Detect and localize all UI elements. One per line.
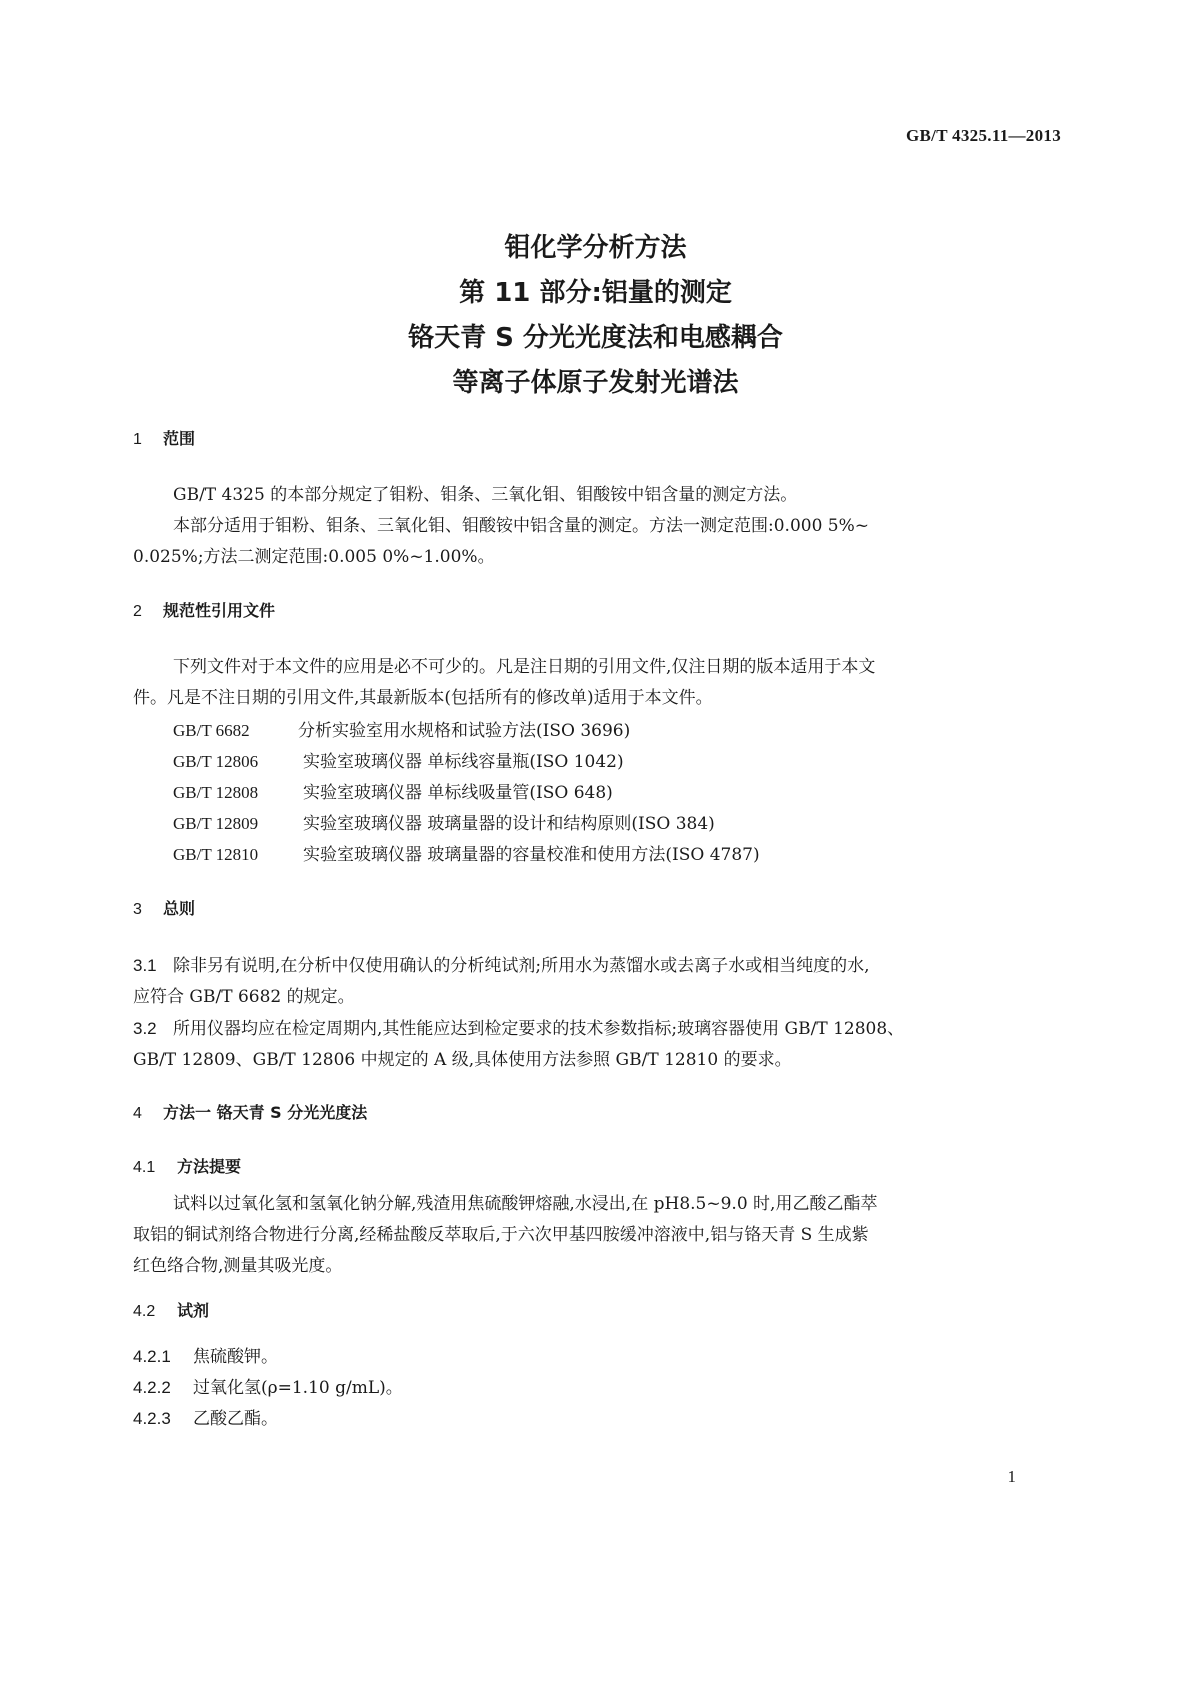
reagent-item [133,1404,278,1429]
title-line-2: 第 11 部分:铝量的测定 [459,278,732,308]
section-number: 3 [133,901,142,918]
reagent-number: 4.2.2 [133,1378,171,1397]
clause-number: 3.1 [133,956,157,975]
subsection-4-2-heading [133,1298,209,1321]
section-1-body [133,480,1058,573]
clause-3-2 [133,1013,1058,1076]
subsection-title: 试剂 [177,1301,210,1320]
section-title: 总则 [163,899,196,918]
clause-3-1 [133,950,1058,1013]
subsection-number: 4.2 [133,1303,156,1320]
title-line-1: 钼化学分析方法 [504,233,687,263]
paragraph: 本部分适用于钼粉、钼条、三氧化钼、钼酸铵中铝含量的测定。方法一测定范围:0.000 5%~ [173,516,870,536]
paragraph-continuation: 件。凡是不注日期的引用文件,其最新版本(包括所有的修改单)适用于本文件。 [133,688,713,708]
reference-code: GB/T 12810 [173,845,259,864]
title-line-3: 铬天青 S 分光光度法和电感耦合 [408,323,783,353]
section-1-heading [133,426,195,449]
section-3-heading [133,896,195,919]
reference-title: 实验室玻璃仪器 单标线吸量管(ISO 648) [303,783,613,803]
paragraph: GB/T 4325 的本部分规定了钼粉、钼条、三氧化钼、钼酸铵中铝含量的测定方法。 [173,485,798,505]
reference-title: 实验室玻璃仪器 单标线容量瓶(ISO 1042) [303,752,624,772]
normative-reference [173,778,613,803]
normative-reference [173,747,624,772]
section-2-body [133,652,1058,714]
clause-number: 3.2 [133,1019,157,1038]
clause-continuation: 应符合 GB/T 6682 的规定。 [133,987,355,1007]
section-number: 4 [133,1105,142,1122]
reagent-text: 过氧化氢(ρ=1.10 g/mL)。 [193,1378,403,1398]
section-title: 规范性引用文件 [163,601,276,620]
reference-title: 实验室玻璃仪器 玻璃量器的设计和结构原则(ISO 384) [303,814,715,834]
paragraph-continuation: 取铝的铜试剂络合物进行分离,经稀盐酸反萃取后,于六次甲基四胺缓冲溶液中,铝与铬天青 S 生成紫 [133,1225,869,1245]
section-number: 1 [133,431,142,448]
section-4-heading [133,1100,367,1123]
section-number: 2 [133,603,142,620]
normative-reference [173,809,715,834]
clause-text: 除非另有说明,在分析中仅使用确认的分析纯试剂;所用水为蒸馏水或去离子水或相当纯度的水, [173,956,870,976]
reagent-text: 焦硫酸钾。 [193,1347,278,1367]
normative-reference [173,840,760,865]
reference-code: GB/T 12809 [173,814,259,833]
document-title [0,226,1191,406]
section-title: 方法一 铬天青 S 分光光度法 [163,1103,368,1122]
subsection-4-1-body [133,1189,1058,1282]
subsection-number: 4.1 [133,1159,156,1176]
reagent-number: 4.2.3 [133,1409,171,1428]
page-number: 1 [1007,1467,1016,1486]
subsection-title: 方法提要 [177,1157,242,1176]
reference-code: GB/T 12806 [173,752,259,771]
reagent-number: 4.2.1 [133,1347,171,1366]
reference-title: 分析实验室用水规格和试验方法(ISO 3696) [298,721,631,741]
standard-number: GB/T 4325.11—2013 [906,126,1061,145]
reference-title: 实验室玻璃仪器 玻璃量器的容量校准和使用方法(ISO 4787) [303,845,760,865]
subsection-4-1-heading [133,1154,241,1177]
paragraph: 下列文件对于本文件的应用是必不可少的。凡是注日期的引用文件,仅注日期的版本适用于本文 [173,657,876,677]
title-line-4: 等离子体原子发射光谱法 [452,368,739,398]
paragraph-continuation: 红色络合物,测量其吸光度。 [133,1256,343,1276]
paragraph-continuation: 0.025%;方法二测定范围:0.005 0%~1.00%。 [133,547,495,567]
clause-continuation: GB/T 12809、GB/T 12806 中规定的 A 级,具体使用方法参照 GB/T 12810 的要求。 [133,1050,792,1070]
section-2-heading [133,598,275,621]
normative-reference [173,716,630,741]
clause-text: 所用仪器均应在检定周期内,其性能应达到检定要求的技术参数指标;玻璃容器使用 GB/T 12808、 [173,1019,905,1039]
section-title: 范围 [163,429,196,448]
reagent-item [133,1342,278,1367]
paragraph: 试料以过氧化氢和氢氧化钠分解,残渣用焦硫酸钾熔融,水浸出,在 pH8.5~9.0 时,用乙酸乙酯萃 [173,1194,878,1214]
reagent-text: 乙酸乙酯。 [193,1409,278,1429]
reagent-item [133,1373,403,1398]
reference-code: GB/T 6682 [173,721,250,740]
reference-code: GB/T 12808 [173,783,259,802]
